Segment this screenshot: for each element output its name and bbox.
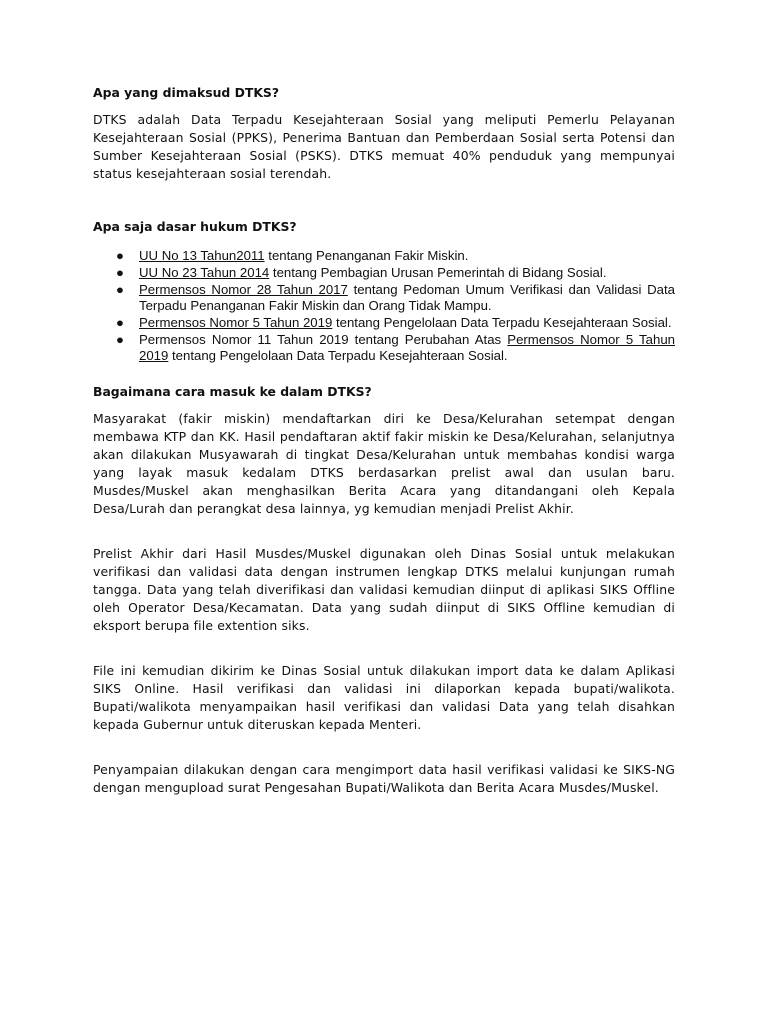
legal-basis-list: [93, 248, 675, 364]
bullet-icon: ●: [116, 282, 124, 297]
list-item-text: tentang Pembagian Urusan Pemerintah di Bidang Sosial.: [269, 265, 607, 280]
bullet-icon: ●: [116, 315, 124, 330]
section-heading-how-to-join: Bagaimana cara masuk ke dalam DTKS?: [93, 384, 372, 399]
section-heading-what-is-dtks: Apa yang dimaksud DTKS?: [93, 85, 280, 100]
bullet-icon: ●: [116, 332, 124, 347]
list-item: [93, 282, 675, 314]
list-item-prefix: Permensos Nomor 11 Tahun 2019 tentang Perubahan Atas: [139, 332, 508, 347]
paragraph-submission: Penyampaian dilakukan dengan cara mengimport data hasil verifikasi validasi ke SIKS-NG dengan mengupload surat Pengesahan Bupati/Walikota dan Berita Acara Musdes/Muskel.: [93, 762, 675, 795]
law-link[interactable]: UU No 13 Tahun2011: [139, 248, 265, 263]
list-item: [93, 332, 675, 364]
list-item: [93, 315, 675, 331]
paragraph-verification: Prelist Akhir dari Hasil Musdes/Muskel digunakan oleh Dinas Sosial untuk melakukan verifikasi dan validasi data dengan instrumen lengkap DTKS melalui kunjungan rumah tangga. Data yang telah diverifikasi dan validasi kemudian diinput di aplikasi SIKS Offline oleh Operator Desa/Kecamatan. Data yang sudah diinput di SIKS Offline kemudian di eksport berupa file extention siks.: [93, 546, 675, 633]
paragraph-dtks-definition: DTKS adalah Data Terpadu Kesejahteraan Sosial yang meliputi Pemerlu Pelayanan Kesejahteraan Sosial (PPKS), Penerima Bantuan dan Pemberdaan Sosial serta Potensi dan Sumber Kesejahteraan Sosial (PSKS). DTKS memuat 40% penduduk yang mempunyai status kesejahteraan sosial terendah.: [93, 112, 675, 181]
section-heading-legal-basis: Apa saja dasar hukum DTKS?: [93, 219, 297, 234]
list-item-text: tentang Pedoman Umum Verifikasi dan Validasi Data Terpadu Penanganan Fakir Miskin dan Orang Tidak Mampu.: [139, 282, 675, 313]
law-link[interactable]: Permensos Nomor 5 Tahun 2019: [139, 332, 675, 363]
law-link[interactable]: Permensos Nomor 28 Tahun 2017: [139, 282, 348, 297]
paragraph-registration: Masyarakat (fakir miskin) mendaftarkan diri ke Desa/Kelurahan setempat dengan membawa KTP dan KK. Hasil pendaftaran aktif fakir miskin ke Desa/Kelurahan, selanjutnya akan dilakukan Musyawarah di tingkat Desa/Kelurahan untuk membahas kondisi warga yang layak masuk kedalam DTKS berdasarkan prelist awal dan usulan baru. Musdes/Muskel akan menghasilkan Berita Acara yang ditandangani oleh Kepala Desa/Lurah dan perangkat desa lainnya, yg kemudian menjadi Prelist Akhir.: [93, 411, 675, 516]
bullet-icon: ●: [116, 248, 124, 263]
list-item: [93, 248, 675, 264]
paragraph-import: File ini kemudian dikirim ke Dinas Sosial untuk dilakukan import data ke dalam Aplikasi SIKS Online. Hasil verifikasi dan validasi ini dilaporkan kepada bupati/walikota. Bupati/walikota menyampaikan hasil verifikasi dan validasi Data yang telah disahkan kepada Gubernur untuk diteruskan kepada Menteri.: [93, 663, 675, 732]
document-page: [93, 84, 675, 797]
list-item-text: tentang Pengelolaan Data Terpadu Kesejahteraan Sosial.: [168, 348, 508, 363]
law-link[interactable]: Permensos Nomor 5 Tahun 2019: [139, 315, 333, 330]
law-link[interactable]: UU No 23 Tahun 2014: [139, 265, 270, 280]
list-item: [93, 265, 675, 281]
list-item-text: tentang Penanganan Fakir Miskin.: [264, 248, 469, 263]
list-item-text: tentang Pengelolaan Data Terpadu Kesejahteraan Sosial.: [332, 315, 672, 330]
bullet-icon: ●: [116, 265, 124, 280]
